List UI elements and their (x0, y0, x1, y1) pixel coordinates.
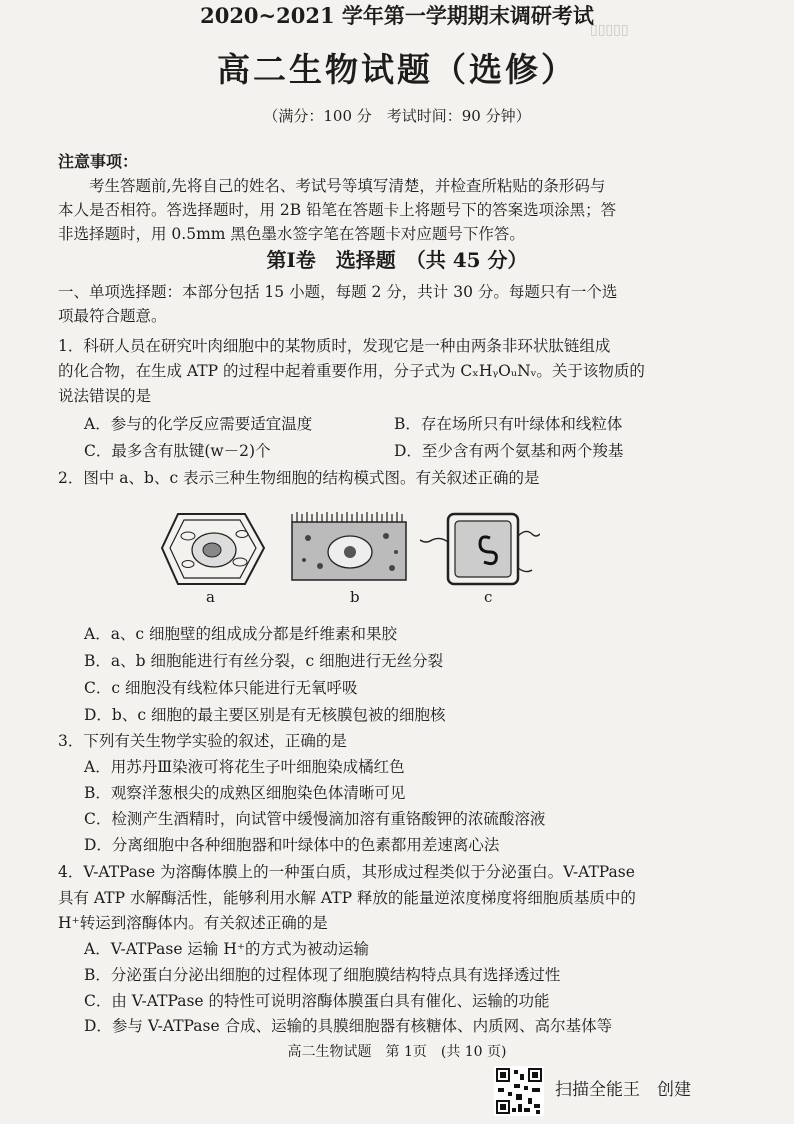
question-1-option-a: A．参与的化学反应需要适宜温度 (84, 415, 313, 433)
page-footer: 高二生物试题 第 1页 (共 10 页) (287, 1044, 507, 1060)
question-2-option-c: C．c 细胞没有线粒体只能进行无氧呼吸 (84, 679, 358, 697)
section-intro: 项最符合题意。 (58, 307, 167, 325)
section-intro: 一、单项选择题：本部分包括 15 小题，每题 2 分，共计 30 分。每题只有一个选 (58, 283, 618, 301)
notice-heading: 注意事项： (58, 152, 139, 171)
question-2-option-a: A．a、c 细胞壁的组成成分都是纤维素和果胶 (84, 625, 398, 643)
scanner-watermark: 扫描全能王 创建 (555, 1080, 691, 1100)
question-1-option-b: B．存在场所只有叶绿体和线粒体 (394, 415, 623, 433)
question-4-option-d: D．参与 V-ATPase 合成、运输的具膜细胞器有核糖体、内质网、高尔基体等 (84, 1017, 613, 1035)
cell-a-plant-drawing (162, 514, 264, 584)
notice-line: 本人是否相符。答选择题时，用 2B 铅笔在答题卡上将题号下的答案选项涂黑；答 (58, 201, 617, 219)
section-title: 第Ⅰ卷 选择题 （共 45 分） (266, 248, 528, 272)
question-3-option-a: A．用苏丹Ⅲ染液可将花生子叶细胞染成橘红色 (84, 758, 405, 776)
question-3-option-b: B．观察洋葱根尖的成熟区细胞染色体清晰可见 (84, 784, 406, 802)
figure-label-c: c (484, 588, 493, 606)
question-4-option-c: C．由 V-ATPase 的特性可说明溶酶体膜蛋白具有催化、运输的功能 (84, 992, 550, 1010)
question-4-option-a: A．V-ATPase 运输 H⁺的方式为被动运输 (84, 940, 370, 958)
question-2-stem: 2．图中 a、b、c 表示三种生物细胞的结构模式图。有关叙述正确的是 (58, 469, 540, 487)
question-4-option-b: B．分泌蛋白分泌出细胞的过程体现了细胞膜结构特点具有选择透过性 (84, 966, 561, 984)
question-4-stem: 具有 ATP 水解酶活性，能够利用水解 ATP 释放的能量逆浓度梯度将细胞质基质中的 (58, 889, 636, 907)
cell-c-bacterium-drawing (420, 514, 540, 584)
question-4-stem: H⁺转运到溶酶体内。有关叙述正确的是 (58, 914, 328, 932)
notice-line: 非选择题时，用 0.5mm 黑色墨水签字笔在答题卡对应题号下作答。 (58, 225, 525, 243)
cell-b-animal-drawing (292, 512, 406, 580)
question-3-option-c: C．检测产生酒精时，向试管中缓慢滴加溶有重铬酸钾的浓硫酸溶液 (84, 810, 546, 828)
notice-line: 考生答题前,先将自己的姓名、考试号等填写清楚，并检查所粘贴的条形码与 (58, 177, 606, 195)
question-1-stem: 说法错误的是 (58, 387, 152, 405)
question-1-option-c: C．最多含有肽键(w－2)个 (84, 442, 271, 460)
paper-title: 高二生物试题（选修） (217, 50, 577, 89)
question-1-option-d: D．至少含有两个氨基和两个羧基 (394, 442, 624, 460)
question-1-stem: 1．科研人员在研究叶肉细胞中的某物质时，发现它是一种由两条非环状肽链组成 (58, 337, 611, 355)
question-3-stem: 3．下列有关生物学实验的叙述，正确的是 (58, 732, 347, 750)
question-2-option-d: D．b、c 细胞的最主要区别是有无核膜包被的细胞核 (84, 706, 446, 724)
qr-code-icon[interactable] (494, 1066, 544, 1116)
bleed-through-mark: ▯▯▯▯▯ (590, 22, 629, 38)
figure-label-a: a (206, 588, 215, 606)
question-3-option-d: D．分离细胞中各种细胞器和叶绿体中的色素都用差速离心法 (84, 836, 500, 854)
figure-label-b: b (350, 588, 360, 606)
exam-info: （满分：100 分 考试时间：90 分钟） (263, 107, 531, 125)
question-4-stem: 4．V-ATPase 为溶酶体膜上的一种蛋白质，其形成过程类似于分泌蛋白。V-ATPase (58, 863, 635, 881)
question-2-option-b: B．a、b 细胞能进行有丝分裂，c 细胞进行无丝分裂 (84, 652, 444, 670)
question-1-stem: 的化合物，在生成 ATP 的过程中起着重要作用，分子式为 CₓHᵧOᵤNᵥ。关于该物质的 (58, 362, 645, 380)
exam-title: 2020~2021 学年第一学期期末调研考试 (200, 3, 594, 28)
